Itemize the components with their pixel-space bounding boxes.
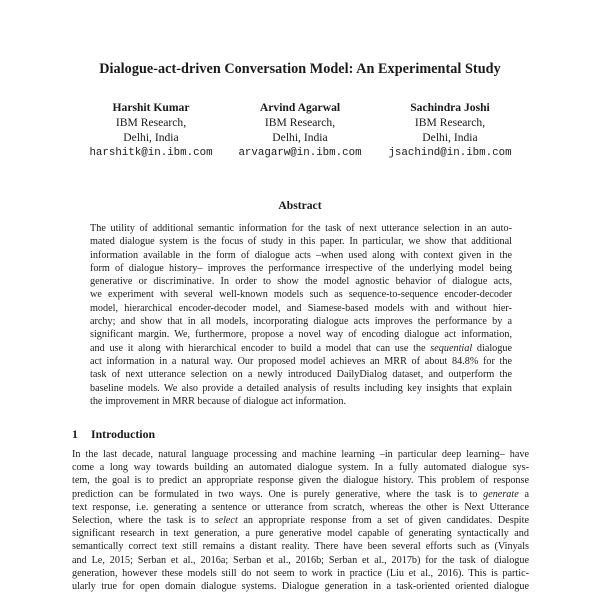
section-number: 1 — [72, 427, 78, 441]
author-name: Arvind Agarwal — [259, 101, 341, 114]
author-email: harshitk@in.ibm.com — [89, 146, 213, 159]
body-line: tem, the goal is to predict an appropriate response given the dialogue history. This problem of response — [72, 475, 529, 487]
body-text: Selection, where the task is to — [72, 515, 215, 527]
abstract-line: mated dialogue system is the focus of study in this paper. In particular, we show that additional — [90, 236, 512, 248]
body-emphasis: generate — [483, 488, 519, 500]
author-affiliation: IBM Research, — [414, 116, 486, 130]
body-line — [72, 514, 529, 527]
author-affiliation: IBM Research, — [264, 116, 336, 130]
section-title: Introduction — [91, 427, 156, 441]
abstract-line: we experiment with several well-known models such as sequence-to-sequence encoder-decoder — [90, 289, 512, 301]
author-affiliation: IBM Research, — [115, 116, 187, 130]
abstract-body — [90, 222, 512, 408]
body-line: text response, i.e. generating a sentence or utterance from scratch, whereas the other is Next Utterance — [72, 501, 529, 513]
abstract-heading: Abstract — [278, 199, 322, 212]
author-email: jsachind@in.ibm.com — [388, 146, 512, 159]
abstract-line: The utility of additional semantic information for the task of next utterance selection in an auto- — [90, 223, 512, 234]
abstract-line: act information in a natural way. Our proposed model achieves an MRR of about 84.8% for the — [90, 355, 512, 367]
body-line: semantically correct text still remains a distant reality. There have been several efforts such as (Vinyals — [72, 541, 529, 553]
abstract-line: form of dialogue history– improves the performance irrespective of the underlying model being — [90, 262, 512, 274]
abstract-line — [90, 342, 512, 355]
abstract-text: and use it along with hierarchical encoder to build a model that can use the — [90, 342, 426, 354]
abstract-line: model, hierarchical encoder-decoder model, and Siamese-based models with and without hier- — [90, 302, 512, 314]
section-heading-introduction — [72, 427, 155, 442]
abstract-line: archy; and show that in all models, incorporating dialogue acts improves the performance by a — [90, 316, 512, 328]
author-block-kumar — [66, 100, 236, 161]
body-line: In the last decade, natural language processing and machine learning –in particular deep learning– have — [72, 449, 529, 460]
author-name: Harshit Kumar — [112, 101, 190, 114]
introduction-body — [72, 448, 529, 593]
body-emphasis: select — [214, 515, 238, 527]
author-location: Delhi, India — [422, 131, 478, 145]
author-name: Sachindra Joshi — [410, 101, 490, 114]
body-line: ularly true for open domain dialogue systems. Dialogue generation in a task-oriented oriented dialogue — [72, 581, 529, 593]
abstract-line: the improvement in MRR because of dialogue act information. — [90, 395, 347, 407]
abstract-line: task of next utterance selection on a newly introduced DailyDialog dataset, and outperform the — [90, 369, 512, 381]
body-text: a — [518, 488, 529, 500]
author-block-joshi — [365, 100, 535, 161]
author-block-agarwal — [215, 100, 385, 161]
body-line: generation, however these models still do not seem to work in practice (Liu et al., 2016). This is partic- — [72, 567, 529, 579]
author-location: Delhi, India — [272, 131, 328, 145]
body-line: come a long way towards building an automated dialogue system. In a fully automated dialogue sys- — [72, 462, 529, 474]
body-text: prediction can be formulated in two ways. One is purely generative, where the task is to — [72, 488, 484, 500]
abstract-text: dialogue — [472, 342, 512, 354]
abstract-line: information available in the form of dialogue acts –when used along with context given in the — [90, 249, 512, 261]
author-location: Delhi, India — [123, 131, 179, 145]
abstract-line: generative or discriminative. In order to show the model agnostic behavior of dialogue acts, — [90, 276, 512, 288]
body-line: and Le, 2015; Serban et al., 2016a; Serban et al., 2016b; Serban et al., 2017b) for the task of dialogue — [72, 554, 529, 566]
body-line: significant research in text generation, a pure generative model capable of generating syntactically and — [72, 528, 529, 540]
abstract-line: significant margin. We, furthermore, propose a novel way of encoding dialogue act information, — [90, 329, 512, 341]
paper-title: Dialogue-act-driven Conversation Model: An Experimental Study — [99, 61, 501, 77]
abstract-line: baseline models. We also provide a detailed analysis of results including key insights that explain — [90, 382, 512, 394]
abstract-emphasis: sequential — [430, 342, 473, 354]
author-email: arvagarw@in.ibm.com — [238, 146, 362, 159]
body-text: an appropriate response from a set of given candidates. Despite — [237, 515, 529, 527]
body-line — [72, 488, 529, 501]
